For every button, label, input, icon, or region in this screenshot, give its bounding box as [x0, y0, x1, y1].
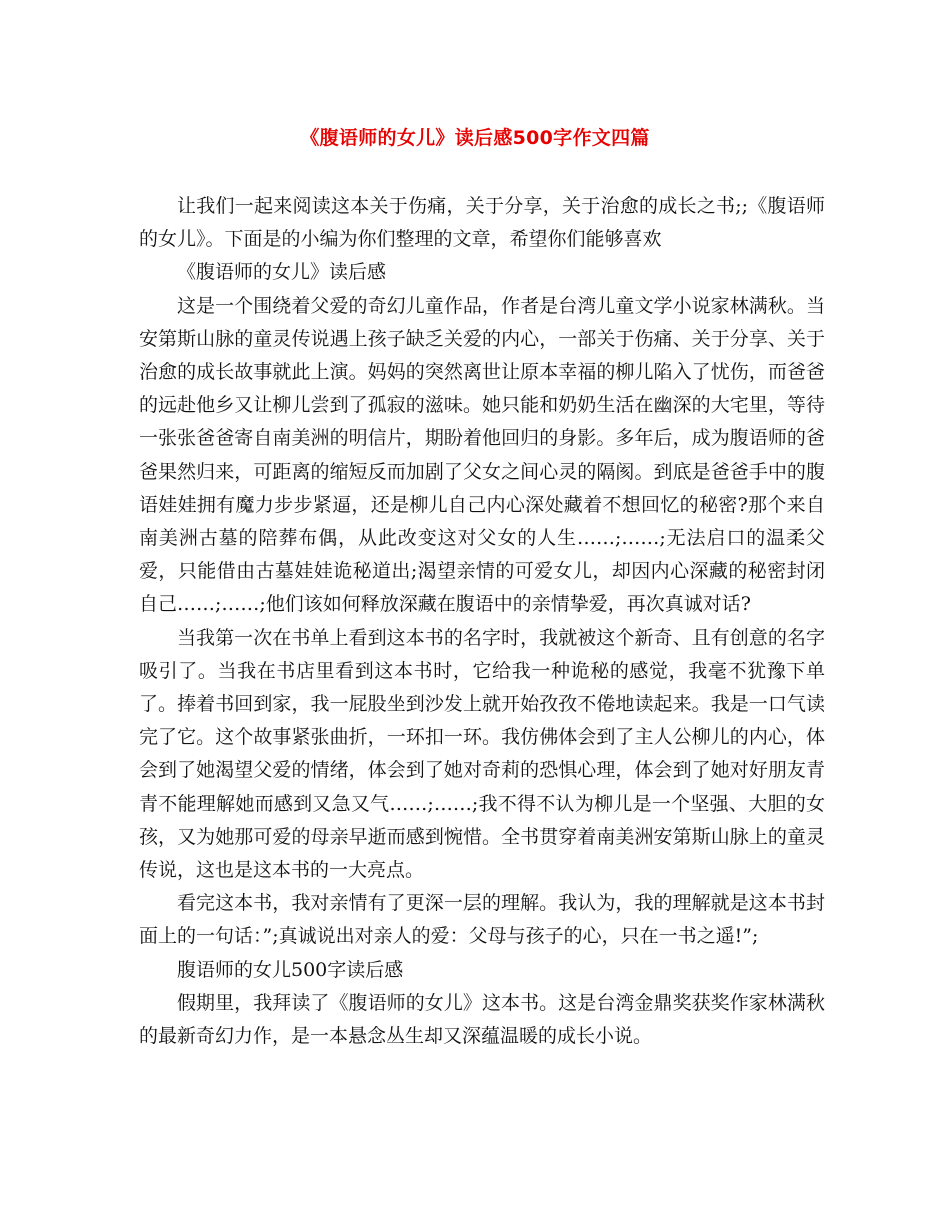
document-body [139, 190, 825, 1053]
body-paragraph: 看完这本书，我对亲情有了更深一层的理解。我认为，我的理解就是这本书封面上的一句话：”;真诚说出对亲人的爱：父母与孩子的心，只在一书之遥!”; [139, 892, 825, 948]
document-title: 《腹语师的女儿》读后感500字作文四篇 [300, 127, 650, 149]
body-paragraph: 当我第一次在书单上看到这本书的名字时，我就被这个新奇、且有创意的名字吸引了。当我在书店里看到这本书时，它给我一种诡秘的感觉，我毫不犹豫下单了。捧着书回到家，我一屁股坐到沙发上就开始孜孜不倦地读起来。我是一口气读完了它。这个故事紧张曲折，一环扣一环。我仿佛体会到了主人公柳儿的内心，体会到了她渴望父爱的情绪，体会到了她对奇莉的恐惧心理，体会到了她对好朋友青青不能理解她而感到又急又气……;……;我不得不认为柳儿是一个坚强、大胆的女孩，又为她那可爱的母亲早逝而感到惋惜。全书贯穿着南美洲安第斯山脉上的童灵传说，这也是这本书的一大亮点。 [139, 626, 825, 882]
intro-paragraph: 让我们一起来阅读这本关于伤痛，关于分享，关于治愈的成长之书;;《腹语师的女儿》。下面是的小编为你们整理的文章，希望你们能够喜欢 [139, 195, 825, 251]
body-paragraph: 这是一个围绕着父爱的奇幻儿童作品，作者是台湾儿童文学小说家林满秋。当安第斯山脉的童灵传说遇上孩子缺乏关爱的内心，一部关于伤痛、关于分享、关于治愈的成长故事就此上演。妈妈的突然离世让原本幸福的柳儿陷入了忧伤，而爸爸的远赴他乡又让柳儿尝到了孤寂的滋味。她只能和奶奶生活在幽深的大宅里，等待一张张爸爸寄自南美洲的明信片，期盼着他回归的身影。多年后，成为腹语师的爸爸果然归来，可距离的缩短反而加剧了父女之间心灵的隔阂。到底是爸爸手中的腹语娃娃拥有魔力步步紧逼，还是柳儿自己内心深处藏着不想回忆的秘密?那个来自南美洲古墓的陪葬布偶，从此改变这对父女的人生……;……;无法启口的温柔父爱，只能借由古墓娃娃诡秘道出;渴望亲情的可爱女儿，却因内心深藏的秘密封闭自己……;……;他们该如何释放深藏在腹语中的亲情挚爱，再次真诚对话? [139, 294, 825, 616]
body-paragraph: 假期里，我拜读了《腹语师的女儿》这本书。这是台湾金鼎奖获奖作家林满秋的最新奇幻力作，是一本悬念丛生却又深蕴温暖的成长小说。 [139, 991, 825, 1048]
section-heading: 腹语师的女儿500字读后感 [177, 958, 404, 981]
section-heading: 《腹语师的女儿》读后感 [177, 261, 387, 284]
